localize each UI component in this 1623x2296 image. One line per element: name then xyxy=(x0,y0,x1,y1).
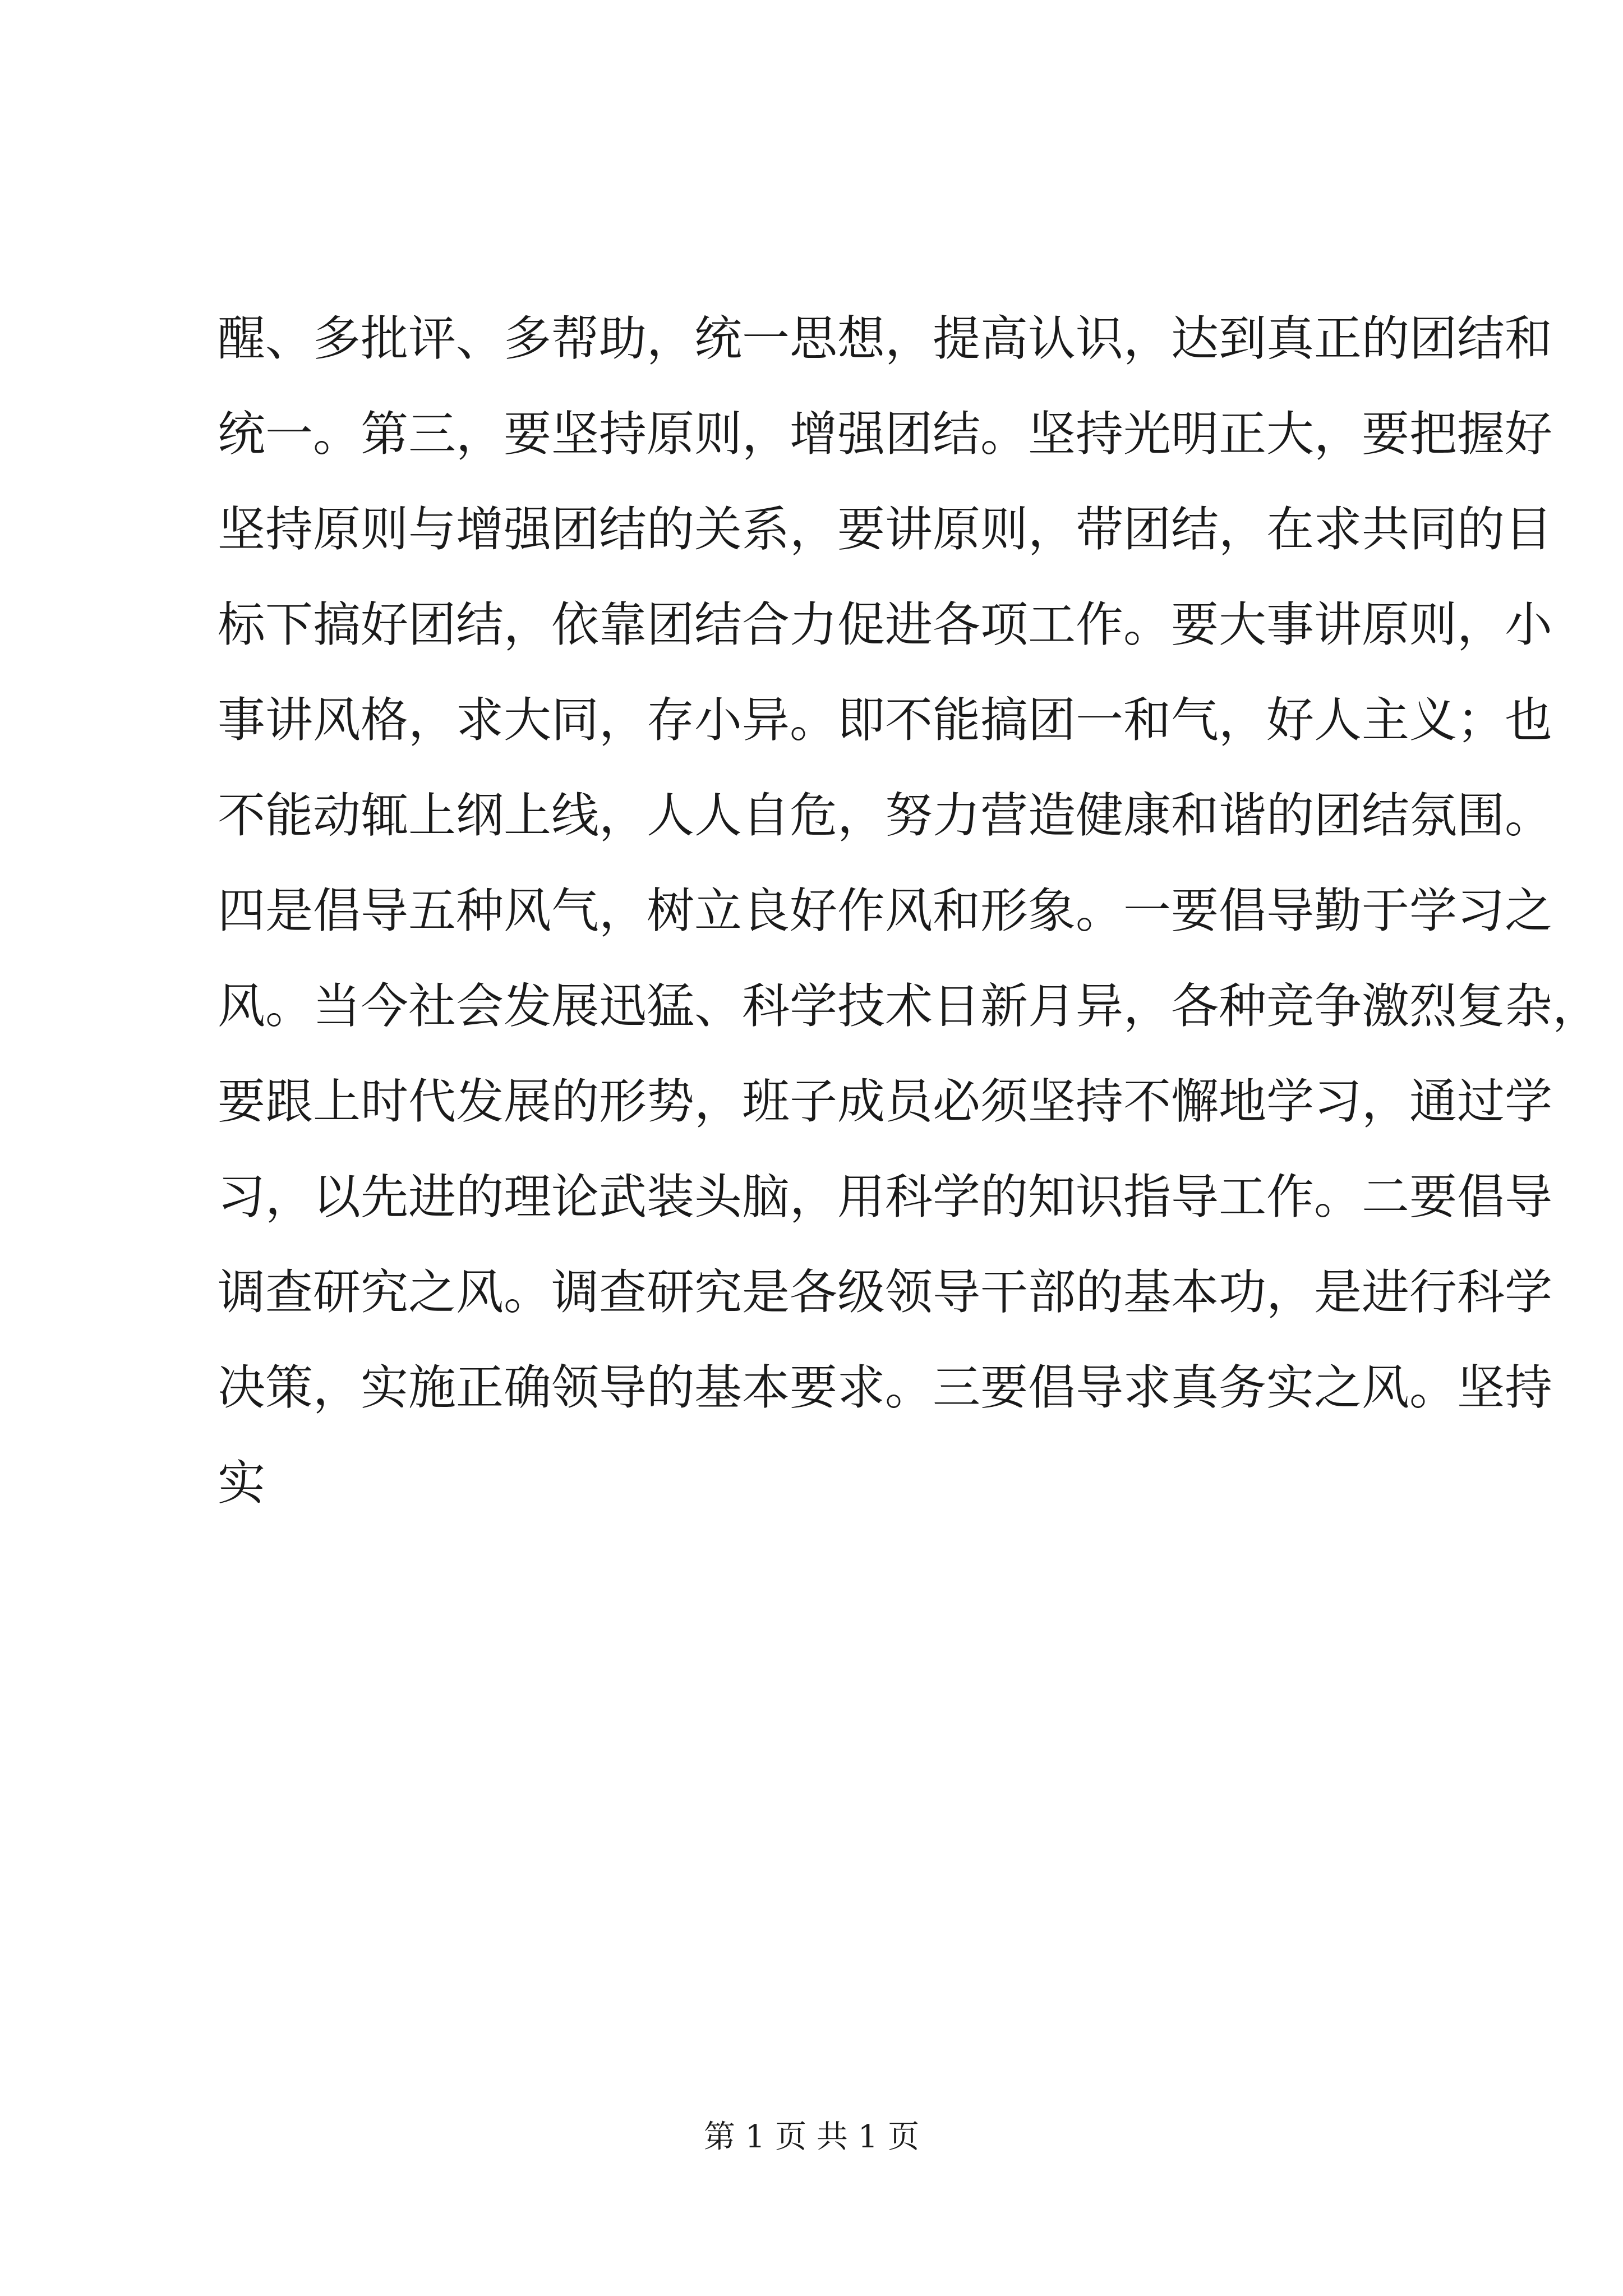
text-line: 风。当今社会发展迅猛、科学技术日新月异，各种竞争激烈复杂， xyxy=(218,979,1601,1034)
page-number: 第 1 页 共 1 页 xyxy=(703,2119,920,2155)
text-line: 习，以先进的理论武装头脑，用科学的知识指导工作。二要倡导 xyxy=(218,1170,1553,1225)
text-line: 实 xyxy=(218,1456,266,1511)
text-line: 坚持原则与增强团结的关系，要讲原则，带团结，在求共同的目 xyxy=(218,502,1553,558)
body-text xyxy=(218,292,1601,1531)
text-line: 不能动辄上纲上线，人人自危，努力营造健康和谐的团结氛围。 xyxy=(218,788,1553,844)
text-line: 醒、多批评、多帮助，统一思想，提高认识，达到真正的团结和 xyxy=(218,311,1553,367)
text-line: 调查研究之风。调查研究是各级领导干部的基本功，是进行科学 xyxy=(218,1265,1553,1320)
text-line: 要跟上时代发展的形势，班子成员必须坚持不懈地学习，通过学 xyxy=(218,1074,1553,1130)
text-line: 事讲风格，求大同，存小异。即不能搞团一和气，好人主义；也 xyxy=(218,693,1553,748)
text-line: 四是倡导五种风气，树立良好作风和形象。一要倡导勤于学习之 xyxy=(218,884,1553,939)
text-line: 决策，实施正确领导的基本要求。三要倡导求真务实之风。坚持 xyxy=(218,1360,1553,1416)
text-line: 统一。第三，要坚持原则，增强团结。坚持光明正大，要把握好 xyxy=(218,407,1553,462)
page-footer xyxy=(0,2115,1623,2160)
text-line: 标下搞好团结，依靠团结合力促进各项工作。要大事讲原则，小 xyxy=(218,597,1553,653)
